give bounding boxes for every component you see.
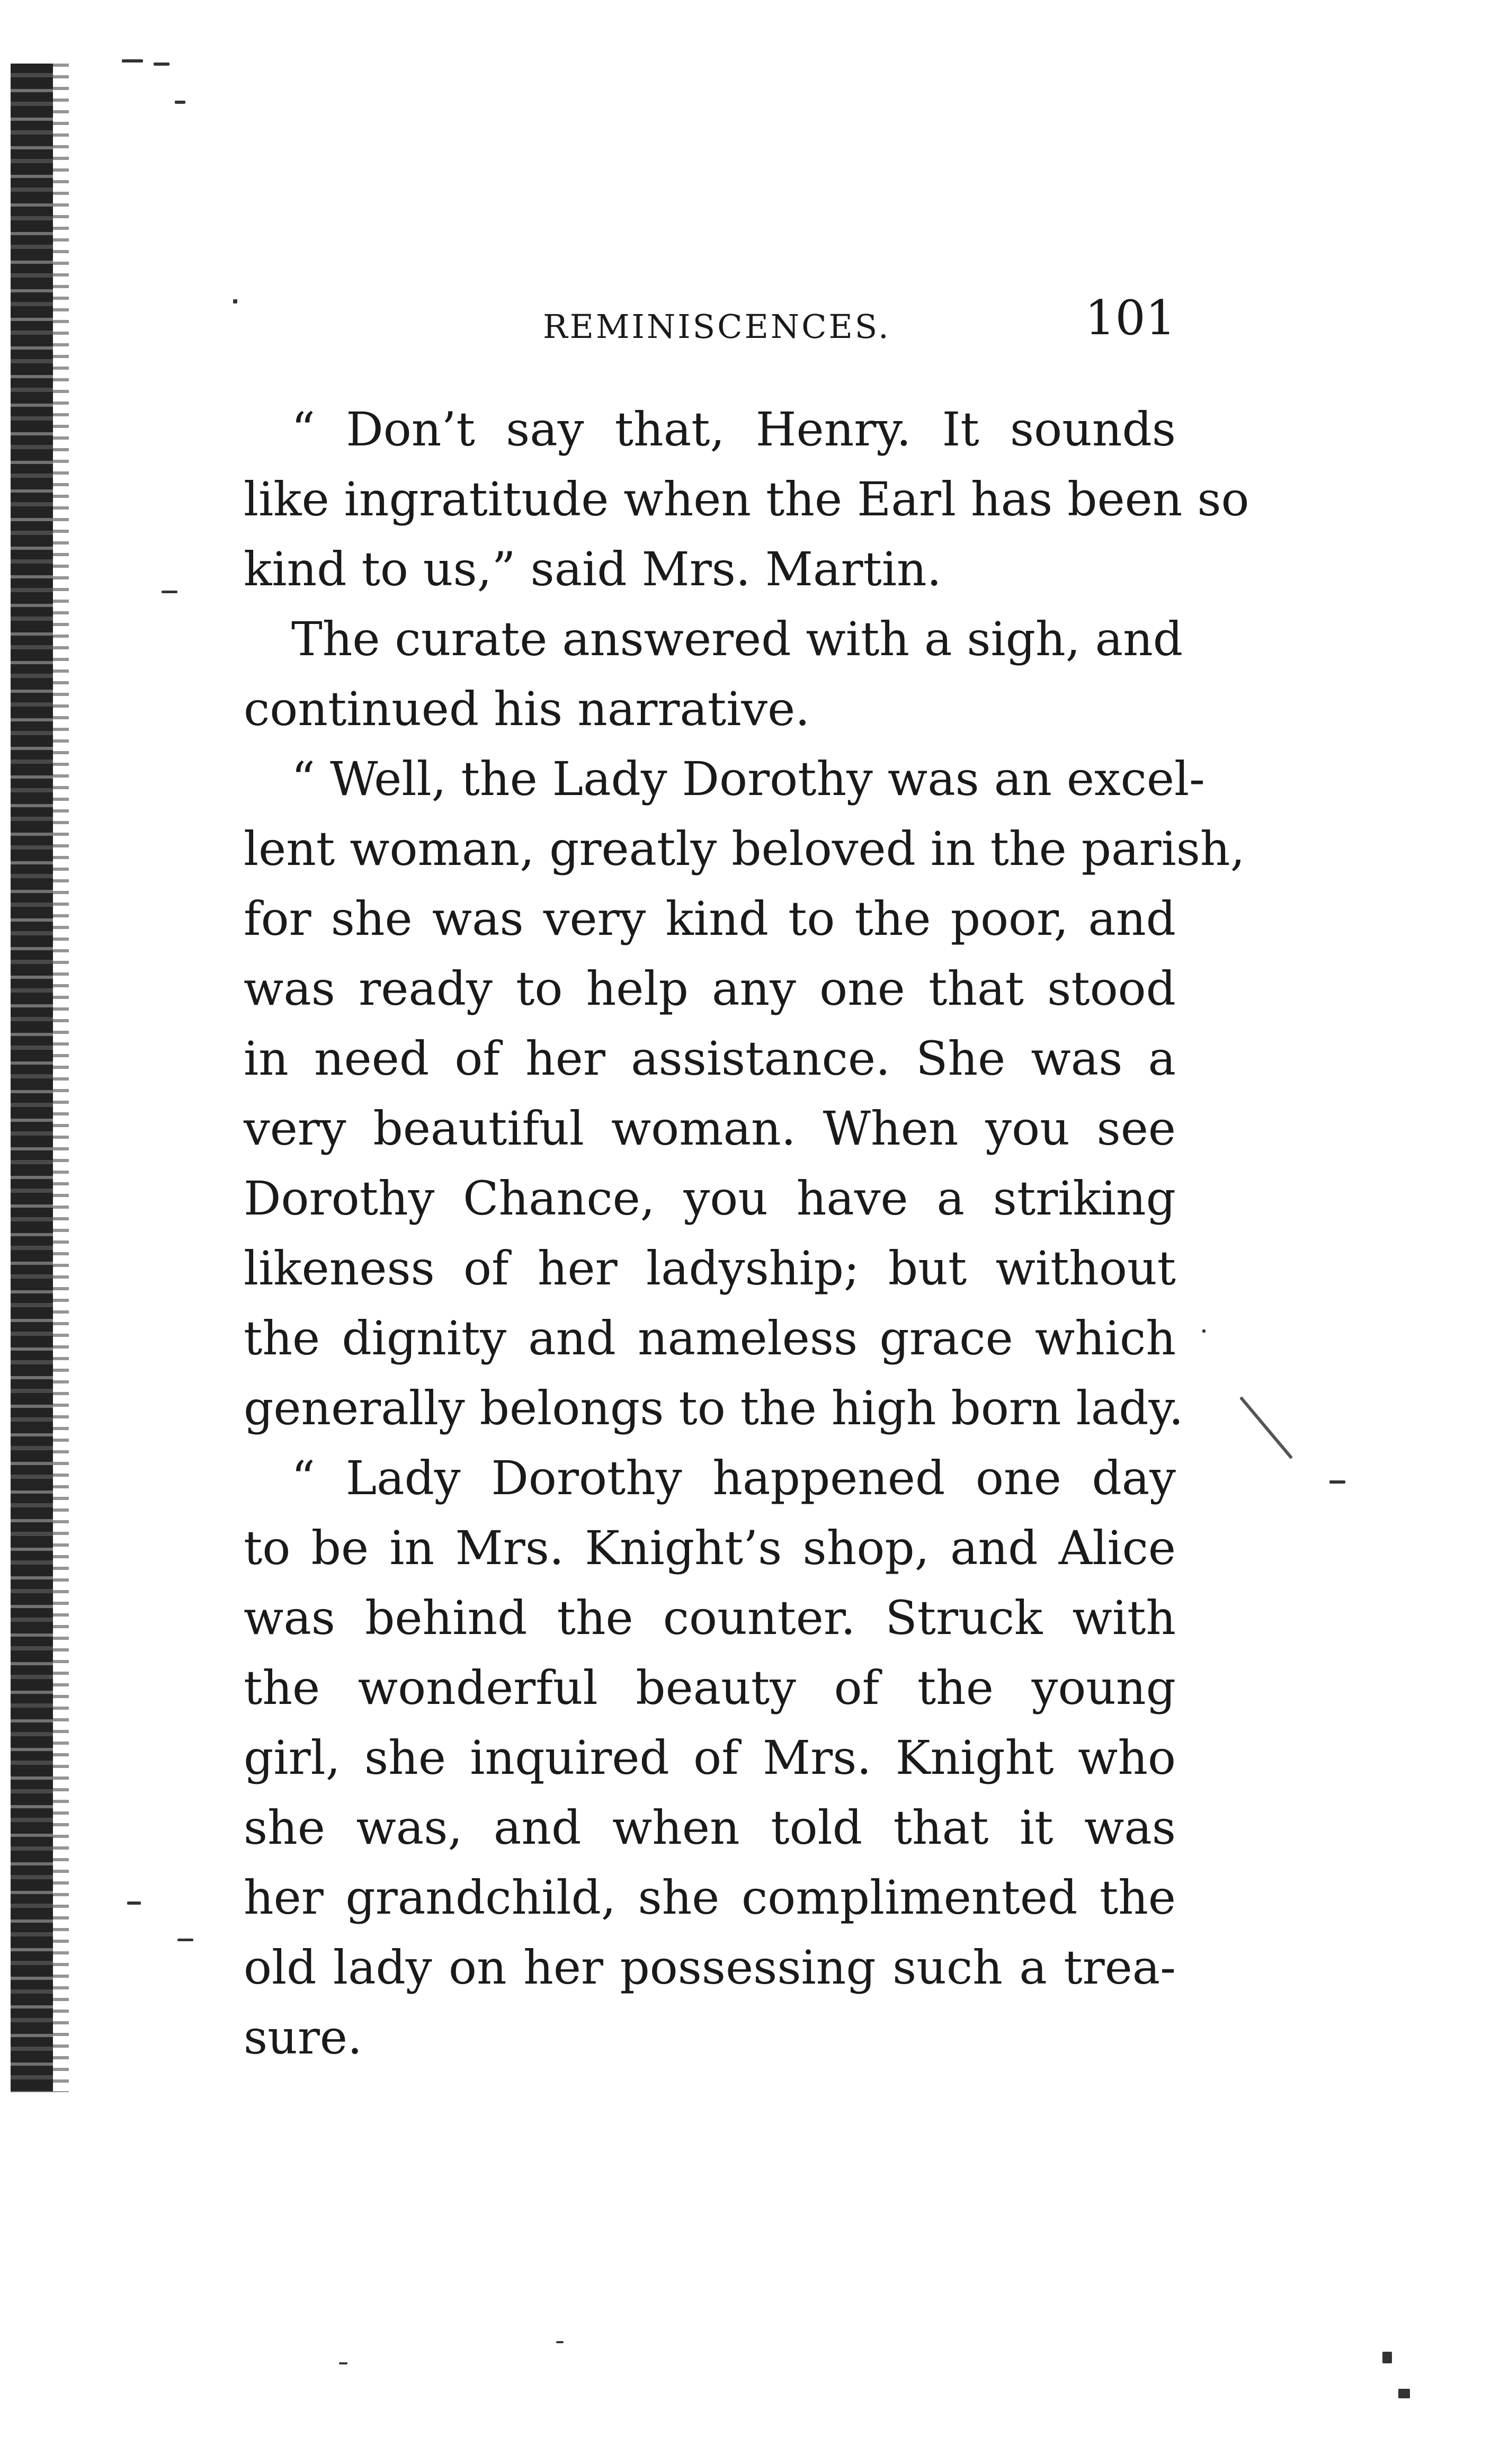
scan-speck [233, 299, 237, 303]
text-line: kind to us,” said Mrs. Martin. [244, 542, 942, 596]
scan-speck [1202, 1329, 1206, 1333]
text-line: the wonderful beauty of the young [244, 1660, 1176, 1715]
scan-speck [1382, 2352, 1392, 2363]
text-line: likeness of her ladyship; but without [244, 1241, 1176, 1296]
scan-speck [175, 101, 185, 104]
text-line: was behind the counter. Struck with [244, 1591, 1176, 1645]
scan-speck [122, 59, 143, 63]
text-line: continued his narrative. [244, 682, 810, 736]
text-line: her grandchild, she complimented the [244, 1870, 1176, 1925]
scan-speck [154, 63, 169, 66]
text-line: was ready to help any one that stood [244, 961, 1176, 1016]
text-line: in need of her assistance. She was a [244, 1031, 1176, 1086]
text-line: old lady on her possessing such a trea- [244, 1940, 1176, 1995]
text-line: lent woman, greatly beloved in the parish, [244, 822, 1245, 876]
text-line: to be in Mrs. Knight’s shop, and Alice [244, 1521, 1176, 1575]
running-head: REMINISCENCES. [543, 307, 891, 346]
text-line: like ingratitude when the Earl has been so [244, 472, 1249, 526]
text-line: for she was very kind to the poor, and [244, 891, 1176, 946]
page-number: 101 [1085, 290, 1176, 346]
scan-speck [1239, 1396, 1293, 1459]
text-line: Dorothy Chance, you have a striking [244, 1171, 1176, 1226]
scan-speck [1329, 1480, 1345, 1484]
text-line: sure. [244, 2010, 362, 2065]
scan-speck [1398, 2389, 1410, 2398]
text-line: she was, and when told that it was [244, 1800, 1176, 1855]
text-line: “ Lady Dorothy happened one day [291, 1451, 1176, 1505]
text-line: “ Well, the Lady Dorothy was an excel- [291, 752, 1205, 806]
page-header [244, 290, 1176, 349]
text-line: generally belongs to the high born lady. [244, 1381, 1184, 1435]
text-line: the dignity and nameless grace which [244, 1311, 1176, 1365]
binding-edge-shadow [11, 64, 53, 2092]
text-line: girl, she inquired of Mrs. Knight who [244, 1730, 1176, 1785]
scan-speck [556, 2341, 564, 2343]
scan-speck [127, 1901, 141, 1905]
text-line: The curate answered with a sigh, and [291, 612, 1183, 666]
body-text [244, 395, 1249, 2073]
text-line: very beautiful woman. When you see [244, 1101, 1176, 1156]
scan-speck [162, 591, 177, 593]
text-line: “ Don’t say that, Henry. It sounds [291, 402, 1176, 457]
scan-speck [339, 2362, 347, 2364]
scan-speck [177, 1939, 193, 1941]
